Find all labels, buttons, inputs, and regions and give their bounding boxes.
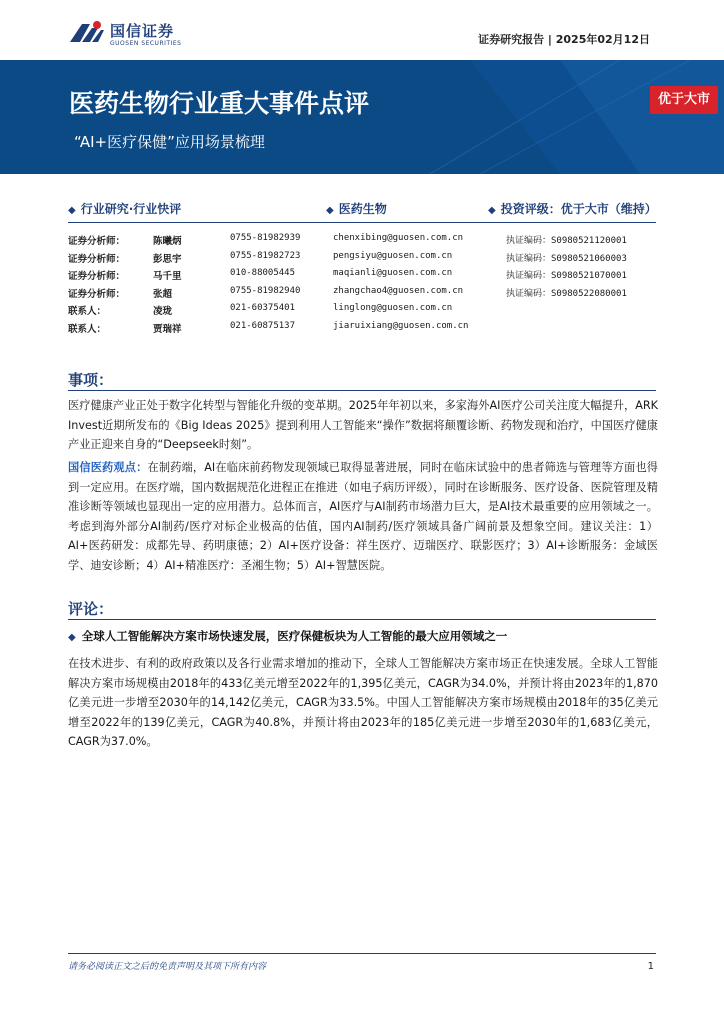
report-title: 医药生物行业重大事件点评 bbox=[69, 89, 370, 118]
report-type-date: 证券研究报告 | 2025年02月12日 bbox=[478, 33, 650, 46]
analyst-email[interactable]: zhangchao4@guosen.com.cn bbox=[333, 285, 464, 296]
analyst-name: 陈曦炳 bbox=[153, 236, 182, 247]
company-logo bbox=[68, 18, 208, 52]
analyst-role: 证券分析师： bbox=[68, 271, 126, 282]
analyst-phone: 010-88005445 bbox=[230, 268, 296, 278]
comment-paragraph: 在技术进步、有利的政府政策以及各行业需求增加的推动下，全球人工智能解决方案市场正在快速发展。全球人工智能解决方案市场规模由2018年的433亿美元增至2022年的1,395亿美元，CAGR为34.0%，并预计将由2023年的1,870亿美元进一步增至2030年的14,142亿美元，CAGR为33.5%。中国人工智能解决方案市场规模由2018年的35亿美元增至2022年的139亿美元，CAGR为40.8%，并预计将由2023年的185亿美元进一步增至2030年的1,683亿美元，CAGR为37.0%。 bbox=[68, 657, 658, 749]
logo-text-en: GUOSEN SECURITIES bbox=[110, 40, 182, 47]
event-paragraph: 医疗健康产业正处于数字化转型与智能化升级的变革期。2025年年初以来，多家海外AI医疗公司关注度大幅提升，ARK Invest近期所发布的《Big Ideas 2025》提到利用人工智能来“操作”数据将颠覆诊断、药物发现和治疗，中国医疗健康产业正迎来自身的“Deepseek时刻”。 bbox=[68, 399, 658, 452]
footer-divider bbox=[68, 953, 656, 954]
analyst-phone: 0755-81982940 bbox=[230, 285, 301, 296]
page-header bbox=[0, 0, 724, 60]
table-row bbox=[68, 321, 668, 339]
comment-heading: 评论： bbox=[68, 600, 114, 618]
report-subtitle: “AI+医疗保健”应用场景梳理 bbox=[74, 133, 265, 151]
rating-badge: 优于大市 bbox=[650, 86, 718, 114]
analyst-phone: 0755-81982723 bbox=[230, 250, 301, 261]
contact-phone: 021-60375401 bbox=[230, 303, 296, 313]
logo-mark-icon bbox=[68, 20, 106, 48]
title-banner bbox=[0, 60, 724, 174]
analyst-table bbox=[68, 233, 668, 338]
investment-rating bbox=[488, 200, 657, 217]
investment-rating-text: 投资评级：优于大市（维持） bbox=[500, 202, 657, 216]
analyst-name: 彭思宇 bbox=[153, 253, 182, 265]
table-row bbox=[68, 233, 668, 251]
analyst-role: 证券分析师： bbox=[68, 236, 126, 247]
analyst-license: 执证编码：S0980521120001 bbox=[506, 236, 627, 246]
analyst-role: 证券分析师： bbox=[68, 253, 126, 265]
report-category-text: 行业研究·行业快评 bbox=[80, 202, 182, 216]
view-paragraph bbox=[68, 458, 658, 576]
contact-phone: 021-60875137 bbox=[230, 320, 296, 331]
page-number: 1 bbox=[647, 961, 654, 972]
analyst-email[interactable]: chenxibing@guosen.com.cn bbox=[333, 233, 464, 243]
footer-disclaimer: 请务必阅读正文之后的免责声明及其项下所有内容 bbox=[68, 962, 267, 972]
analyst-role: 证券分析师： bbox=[68, 288, 126, 300]
divider bbox=[68, 222, 656, 223]
diamond-icon: ◆ bbox=[68, 632, 76, 643]
analyst-license: 执证编码：S0980521070001 bbox=[506, 271, 627, 281]
analyst-name: 张超 bbox=[153, 288, 173, 300]
analyst-email[interactable]: pengsiyu@guosen.com.cn bbox=[333, 250, 453, 261]
logo-text-cn: 国信证券 bbox=[110, 22, 175, 40]
diamond-icon: ◆ bbox=[326, 205, 334, 216]
contact-email[interactable]: jiaruixiang@guosen.com.cn bbox=[333, 320, 469, 331]
contact-role: 联系人： bbox=[68, 323, 107, 335]
comment-bullet bbox=[68, 628, 507, 644]
contact-role: 联系人： bbox=[68, 306, 107, 317]
contact-email[interactable]: linglong@guosen.com.cn bbox=[333, 303, 453, 313]
analyst-phone: 0755-81982939 bbox=[230, 233, 301, 243]
diamond-icon: ◆ bbox=[68, 205, 76, 216]
view-text: 在制药端，AI在临床前药物发现领域已取得显著进展，同时在临床试验中的患者筛选与管理等方面也得到一定应用。在医疗端，国内数据规范化进程正在推进（如电子病历评级），同时在诊断服务、医疗设备、医院管理及精准诊断等领域也显现出一定的应用潜力。总体而言，AI医疗与AI制药市场潜力巨大，是AI技术最重要的应用领域之一。考虑到海外部分AI制药/医疗对标企业极高的估值，国内AI制药/医疗领域具备广阔前景及想象空间。建议关注：1）AI+医药研发：成都先导、药明康德；2）AI+医疗设备：祥生医疗、迈瑞医疗、联影医疗；3）AI+诊断服务：金域医学、迪安诊断；4）AI+精准医疗：圣湘生物；5）AI+智慧医院。 bbox=[68, 461, 658, 572]
analyst-license: 执证编码：S0980521060003 bbox=[506, 253, 627, 264]
comment-bullet-text: 全球人工智能解决方案市场快速发展，医疗保健板块为人工智能的最大应用领域之一 bbox=[81, 629, 508, 643]
analyst-license: 执证编码：S0980522080001 bbox=[506, 288, 627, 299]
report-category bbox=[68, 200, 181, 217]
contact-name: 凌珑 bbox=[153, 306, 173, 317]
event-heading: 事项： bbox=[68, 371, 114, 389]
table-row bbox=[68, 303, 668, 321]
table-row bbox=[68, 286, 668, 304]
analyst-email[interactable]: maqianli@guosen.com.cn bbox=[333, 268, 453, 278]
contact-name: 贾瑞祥 bbox=[153, 323, 182, 335]
diamond-icon: ◆ bbox=[488, 205, 496, 216]
industry-label bbox=[326, 200, 387, 217]
view-label: 国信医药观点： bbox=[68, 461, 148, 474]
industry-label-text: 医药生物 bbox=[338, 202, 387, 216]
table-row bbox=[68, 268, 668, 286]
divider bbox=[68, 619, 656, 620]
divider bbox=[68, 390, 656, 391]
table-row bbox=[68, 251, 668, 269]
analyst-name: 马千里 bbox=[153, 271, 182, 282]
